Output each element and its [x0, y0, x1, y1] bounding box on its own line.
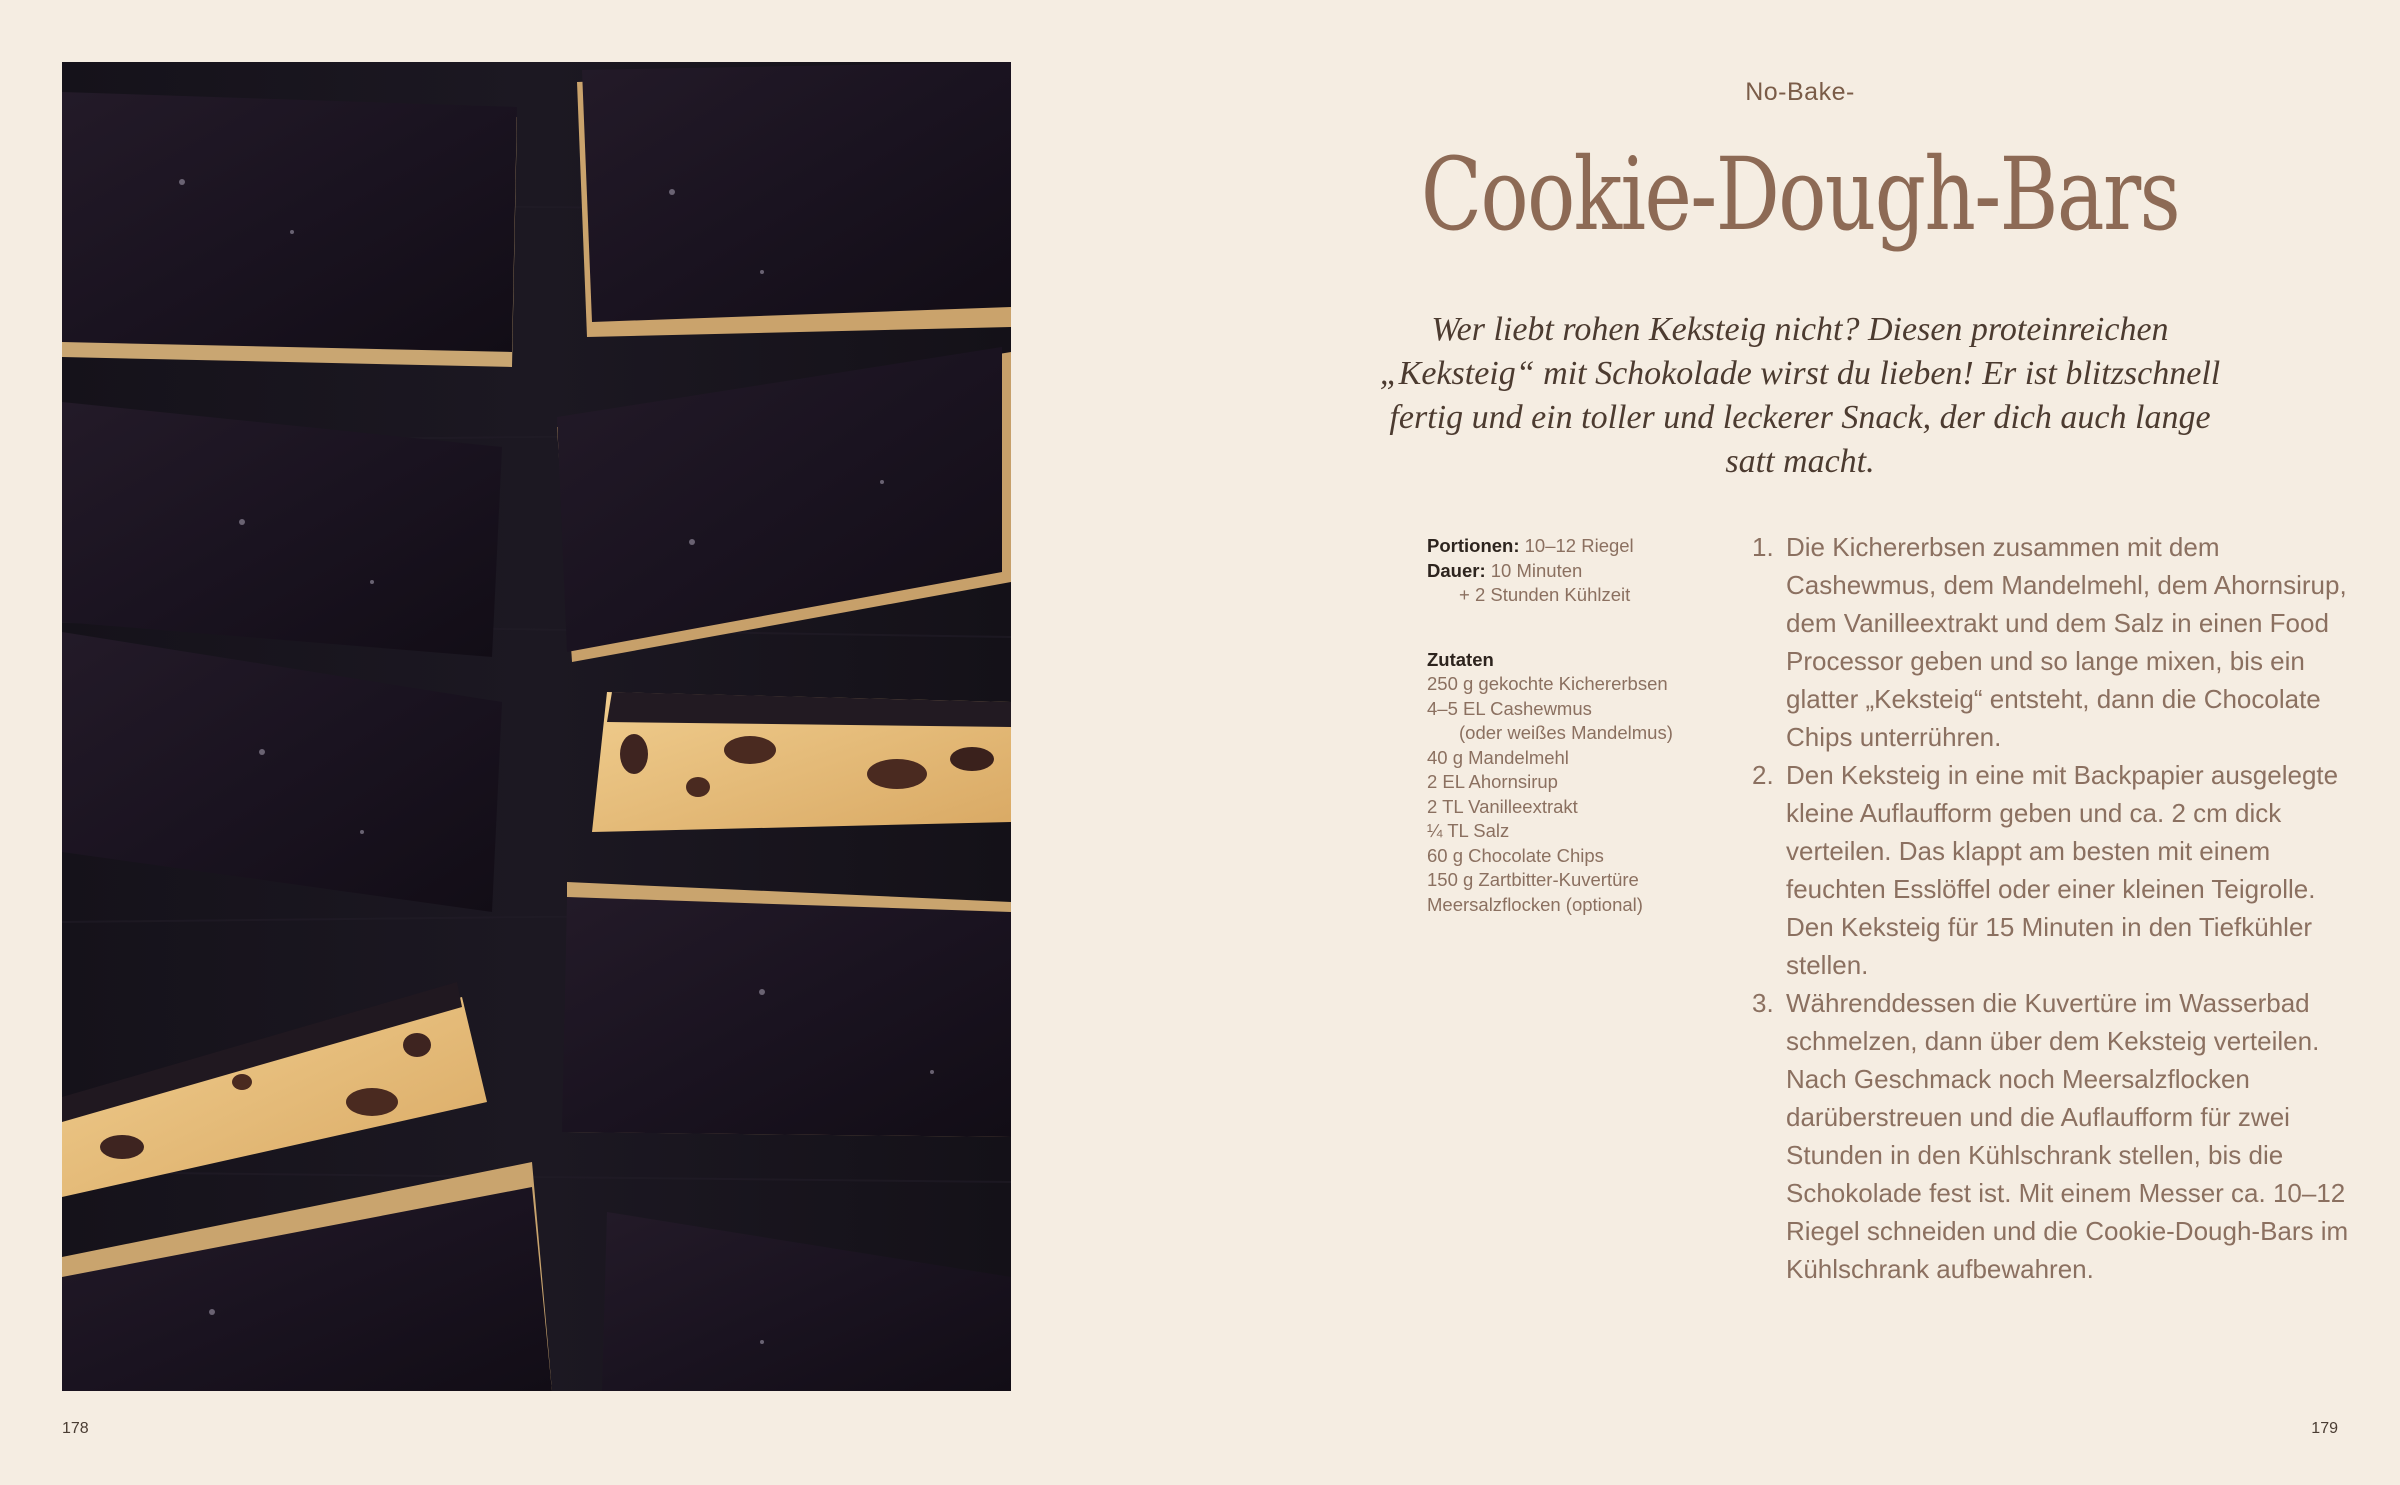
recipe-title: Cookie-Dough-Bars	[1420, 136, 2180, 253]
recipe-intro: Wer liebt rohen Keksteig nicht? Diesen proteinreichen „Keksteig“ mit Schokolade wirst du lieben! Er ist blitzschnell fertig und ein toller und leckerer Snack, der dich auch lange satt macht.	[1379, 311, 2221, 480]
bar-cut-dough	[592, 692, 1011, 832]
portions-row	[1427, 534, 1717, 559]
ingredient-item: (oder weißes Mandelmus)	[1459, 722, 1673, 743]
step-text: Die Kichererbsen zusammen mit dem Cashewmus, dem Mandelmehl, dem Ahornsirup, dem Vanilleextrakt und dem Salz in einen Food Processor geben und so lange mixen, bis ein glatter „Keksteig“ entsteht, dann die Chocolate Chips unterrühren.	[1786, 532, 2347, 752]
ingredient-item: 2 TL Vanilleextrakt	[1427, 795, 1578, 817]
ingredients-label: Zutaten	[1427, 648, 1494, 670]
bar-middle-left	[62, 402, 502, 657]
recipe-meta	[1427, 534, 1717, 917]
ingredient-item: 2 EL Ahornsirup	[1427, 771, 1558, 792]
step-number: 3.	[1752, 988, 1774, 1018]
step-3	[1752, 984, 2352, 1288]
bar-top-left	[62, 92, 517, 367]
page-number-right: 179	[2311, 1420, 2338, 1437]
step-text: Den Keksteig in eine mit Backpapier ausgelegte kleine Auflaufform geben und ca. 2 cm dick verteilen. Das klappt am besten mit einem feuchten Esslöffel oder einer kleinen Teigrolle. Den Keksteig für 15 Minuten in den Tiefkühler stellen.	[1786, 760, 2339, 980]
cookie-dough-bars-photo	[62, 62, 1011, 1391]
ingredient-item: ¼ TL Salz	[1427, 820, 1510, 841]
ingredient-item: 250 g gekochte Kichererbsen	[1427, 673, 1668, 694]
right-page	[1200, 0, 2400, 1485]
step-1	[1752, 528, 2352, 756]
step-number: 1.	[1752, 532, 1774, 562]
duration-label: Dauer:	[1427, 559, 1486, 581]
bar-right-big	[562, 882, 1011, 1137]
duration-value: 10 Minuten	[1490, 559, 1583, 581]
recipe-steps	[1752, 528, 2352, 1288]
duration-row	[1427, 559, 1717, 584]
ingredients-section	[1427, 648, 1717, 918]
step-2	[1752, 756, 2352, 984]
photo-illustration	[62, 62, 1011, 1391]
step-number: 2.	[1752, 760, 1774, 790]
ingredient-item: Meersalzflocken (optional)	[1427, 893, 1643, 915]
portions-label: Portionen:	[1427, 535, 1520, 556]
ingredient-item: 40 g Mandelmehl	[1427, 746, 1569, 768]
ingredient-item: 150 g Zartbitter-Kuvertüre	[1427, 869, 1639, 890]
bar-top-right	[577, 62, 1011, 337]
ingredients-list	[1427, 672, 1717, 917]
duration-extra: + 2 Stunden Kühlzeit	[1459, 584, 1631, 605]
portions-value: 10–12 Riegel	[1524, 535, 1634, 556]
step-text: Währenddessen die Kuvertüre im Wasserbad schmelzen, dann über dem Keksteig verteilen. Nach Geschmack noch Meersalzflocken darüberstreuen und die Auflaufform für zwei Stunden in den Kühlschrank stellen, bis die Schokolade fest ist. Mit einem Messer ca. 10–12 Riegel schneiden und die Cookie-Dough-Bars im Kühlschrank aufbewahren.	[1786, 988, 2349, 1284]
ingredient-item: 4–5 EL Cashewmus	[1427, 697, 1592, 719]
recipe-kicker: No-Bake-	[1745, 78, 1855, 106]
ingredient-item: 60 g Chocolate Chips	[1427, 844, 1604, 866]
page-number-left: 178	[62, 1420, 89, 1437]
